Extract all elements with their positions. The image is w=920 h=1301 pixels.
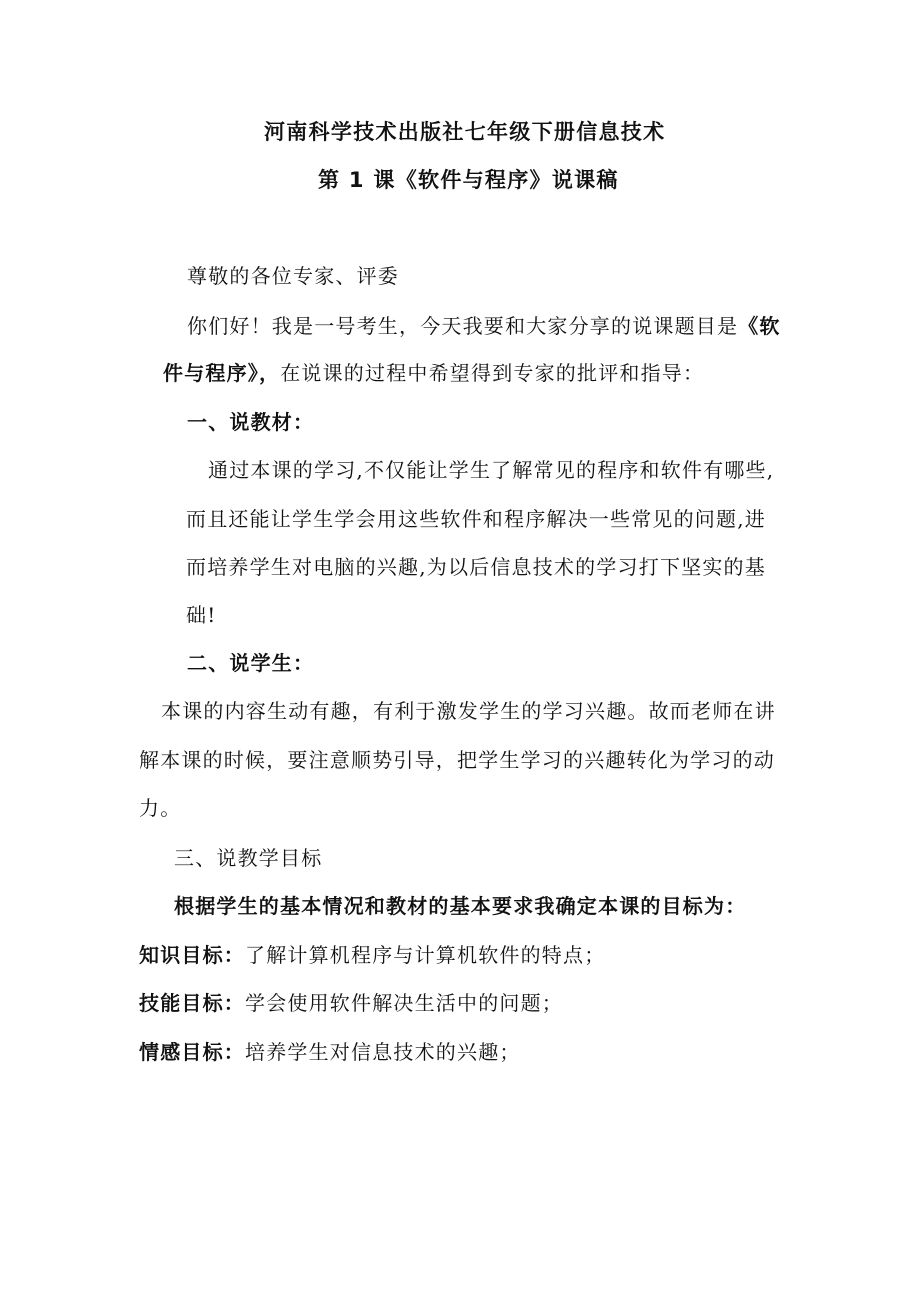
goal-label: 知识目标： <box>139 943 245 967</box>
goal-text: 培养学生对信息技术的兴趣； <box>245 1040 521 1064</box>
intro-line-1-text: 你们好！我是一号考生，今天我要和大家分享的说课题目是 <box>187 314 739 338</box>
section-2-line: 本课的内容生动有趣，有利于激发学生的学习兴趣。故而老师在讲 <box>161 699 776 723</box>
goal-label: 技能目标： <box>139 991 245 1015</box>
section-2-line: 解本课的时候，要注意顺势引导，把学生学习的兴趣转化为学习的动 <box>139 748 775 772</box>
section-2-heading: 二、说学生： <box>187 651 315 675</box>
intro-line-2 <box>163 359 704 387</box>
intro-line-2-text: 在说课的过程中希望得到专家的批评和指导： <box>280 361 705 385</box>
section-1-line: 而且还能让学生学会用这些软件和程序解决一些常见的问题,进 <box>186 507 766 531</box>
goal-skill <box>139 989 563 1017</box>
section-1-line: 通过本课的学习,不仅能让学生了解常见的程序和软件有哪些, <box>208 458 775 482</box>
goal-label: 情感目标： <box>139 1040 245 1064</box>
intro-line-1 <box>187 312 781 340</box>
section-3-heading: 三、说教学目标 <box>174 846 323 870</box>
document-title-line2: 第 1 课《软件与程序》说课稿 <box>318 168 619 192</box>
section-1-line: 而培养学生对电脑的兴趣,为以后信息技术的学习打下坚实的基 <box>186 555 766 579</box>
intro-line-1-bold: 《软 <box>738 314 781 338</box>
greeting-text: 尊敬的各位专家、评委 <box>187 264 399 288</box>
goal-emotion <box>139 1038 521 1066</box>
intro-line-2-bold: 件与程序》， <box>163 361 281 385</box>
section-1-heading: 一、说教材： <box>187 410 315 434</box>
goal-text: 学会使用软件解决生活中的问题； <box>245 991 563 1015</box>
section-2-line: 力。 <box>139 796 182 820</box>
goal-text: 了解计算机程序与计算机软件的特点； <box>245 943 606 967</box>
section-1-line: 础! <box>186 603 217 627</box>
goal-knowledge <box>139 941 605 969</box>
document-title-line1: 河南科学技术出版社七年级下册信息技术 <box>264 120 666 144</box>
section-3-intro: 根据学生的基本情况和教材的基本要求我确定本课的目标为： <box>174 894 747 918</box>
